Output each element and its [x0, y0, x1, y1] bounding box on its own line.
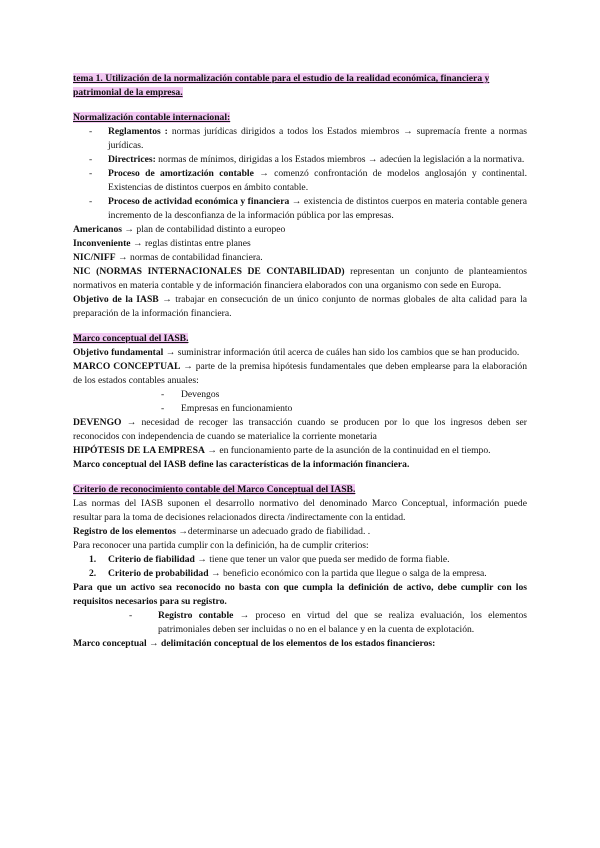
list-item: 2. Criterio de probabilidad → beneficio económico con la partida que llegue o salga de la empresa. — [89, 568, 487, 579]
paragraph-hipotesis: HIPÓTESIS DE LA EMPRESA → en funcionamiento parte de la asunción de la continuidad en el tiempo. — [73, 445, 491, 456]
list-item: - Proceso de actividad económica y financiera → existencia de distintos cuerpos en materia contable genera incremento de la desconfianza de la información pública por las empresas. — [89, 196, 527, 221]
paragraph-objetivo-iasb: Objetivo de la IASB → trabajar en consecución de un único conjunto de normas globales de alta calidad para la preparación de la información financiera. — [73, 294, 527, 319]
section-heading-normalizacion: Normalización contable internacional: — [73, 112, 231, 123]
paragraph-marco-conceptual-final: Marco conceptual → delimitación conceptual de los elementos de los estados financieros: — [73, 638, 436, 649]
line-americanos: Americanos → plan de contabilidad distinto a europeo — [73, 224, 286, 235]
document-page — [73, 72, 527, 651]
list-item: - Registro contable → proceso en virtud del que se realiza evaluación, los elementos patrimoniales deben ser incluidas o no en el balance y en la cuenta de explotación. — [129, 610, 528, 635]
section-heading-criterio: Criterio de reconocimiento contable del Marco Conceptual del IASB. — [73, 484, 356, 495]
list-item: - Proceso de amortización contable → comenzó confrontación de modelos anglosajón y continental. Existencias de distintos cuerpos en ámbito contable. — [89, 168, 527, 193]
paragraph-objetivo-fundamental: Objetivo fundamental → suministrar información útil acerca de cuáles han sido los cambios que se han producido. — [73, 347, 520, 358]
document-title: tema 1. Utilización de la normalización contable para el estudio de la realidad económica, financiera y patrimonial de la empresa. — [73, 73, 490, 98]
section-heading-marco: Marco conceptual del IASB. — [73, 333, 189, 344]
paragraph-marco-final: Marco conceptual del IASB define las características de la información financiera. — [73, 459, 410, 470]
line-nic-niff: NIC/NIFF → normas de contabilidad financiera. — [73, 252, 263, 263]
paragraph-criterios: Para reconocer una partida cumplir con la definición, ha de cumplir criterios: — [73, 540, 369, 551]
list-item: - Reglamentos : normas jurídicas dirigidos a todos los Estados miembros → supremacía frente a normas jurídicas. — [89, 126, 527, 151]
list-item: - Devengos — [161, 389, 220, 400]
list-item: 1. Criterio de fiabilidad → tiene que tener un valor que pueda ser medido de forma fiable. — [89, 554, 450, 565]
paragraph-nic: NIC (NORMAS INTERNACIONALES DE CONTABILIDAD) representan un conjunto de planteamientos normativos en materia contable y de información financiera elaborados con una organismo con sede en Europa. — [73, 266, 527, 291]
paragraph-marco-conceptual: MARCO CONCEPTUAL → parte de la premisa hipótesis fundamentales que deben emplearse para la elaboración de los estados contables anuales: — [73, 361, 527, 386]
line-inconveniente: Inconveniente → reglas distintas entre planes — [73, 238, 251, 249]
paragraph-activo: Para que un activo sea reconocido no basta con que cumpla la definición de activo, debe cumplir con los requisitos necesarios para su registro. — [73, 582, 527, 607]
list-item: - Directrices: normas de mínimos, dirigidas a los Estados miembros → adecúen la legislación a la normativa. — [89, 154, 525, 165]
paragraph-intro: Las normas del IASB suponen el desarrollo normativo del denominado Marco Conceptual, información puede resultar para la toma de decisiones relacionados directa /indirectamente con la entidad. — [73, 498, 527, 523]
paragraph-registro-elementos: Registro de los elementos →determinarse un adecuado grado de fiabilidad. . — [73, 526, 371, 537]
paragraph-devengo: DEVENGO → necesidad de recoger las transacción cuando se producen por lo que los ingresos deben ser reconocidos con independencia de cuando se materialice la corriente monetaria — [73, 417, 527, 442]
list-item: - Empresas en funcionamiento — [161, 403, 293, 414]
